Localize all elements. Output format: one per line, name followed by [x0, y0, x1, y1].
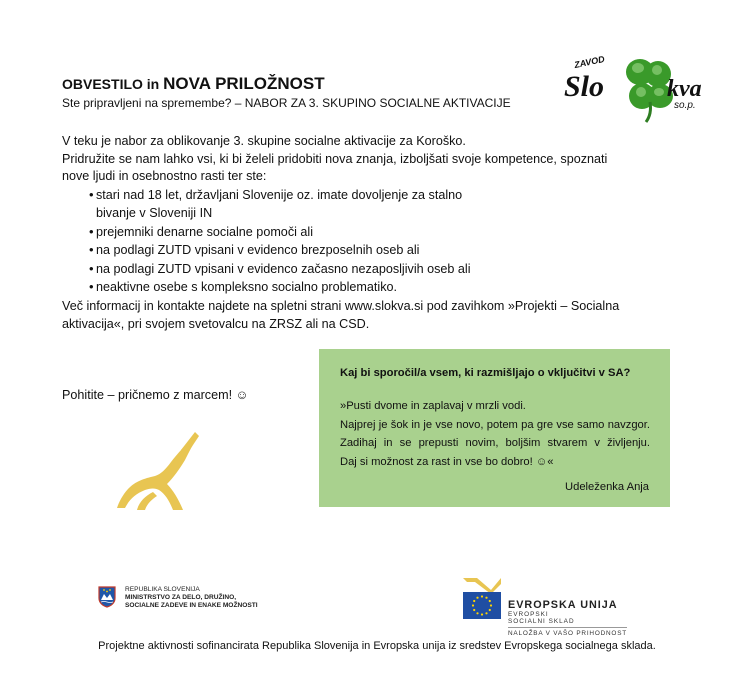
kangaroo-icon	[115, 432, 210, 514]
eu-star-icon	[472, 604, 474, 606]
eu-star-icon	[481, 613, 483, 615]
quote-question: Kaj bi sporočil/a vsem, ki razmišljajo o vključitvi v SA?	[340, 367, 631, 379]
eu-tagline: NALOŽBA V VAŠO PRIHODNOST	[508, 627, 627, 639]
eu-star-icon	[489, 600, 491, 602]
slokva-logo	[562, 52, 717, 124]
eu-star-icon	[490, 604, 492, 606]
eu-emblem	[461, 576, 503, 620]
eligibility-list	[62, 186, 502, 298]
ministry-text	[125, 586, 258, 611]
quote-author: Udeleženka Anja	[565, 481, 649, 493]
more-info-line-2: aktivacija«, pri svojem svetovalcu na ZRSZ ali na CSD.	[62, 317, 370, 331]
more-info-line-1: Več informacij in kontakte najdete na spletni strani www.slokva.si pod zavihkom »Projekti – Socialna	[62, 299, 620, 313]
body-line-3: nove ljudi in osebnostno rasti ter ste:	[62, 169, 267, 183]
logo-kva: kva	[667, 76, 702, 102]
eu-sub-2: SOCIALNI SKLAD	[508, 617, 575, 625]
body-line-1: V teku je nabor za oblikovanje 3. skupine socialne aktivacije za Koroško.	[62, 134, 466, 148]
eu-star-icon	[481, 595, 483, 597]
hurry-text: Pohitite – pričnemo z marcem! ☺	[62, 388, 249, 402]
more-info	[62, 297, 620, 333]
quote-line: Najprej je šok in je vse novo, potem pa gre vse samo navzgor.	[340, 418, 650, 431]
logo-zavod: ZAVOD	[573, 53, 606, 71]
quote-text	[340, 397, 650, 471]
page-subtitle: Ste pripravljeni na spremembe? – NABOR ZA 3. SKUPINO SOCIALNE AKTIVACIJE	[62, 96, 511, 110]
body-text	[62, 133, 608, 297]
eu-star-icon	[485, 597, 487, 599]
list-item: • prejemniki denarne socialne pomoči ali	[62, 223, 502, 242]
list-item: • na podlagi ZUTD vpisani v evidenco začasno nezaposljivih oseb ali	[62, 260, 502, 279]
eu-star-icon	[473, 600, 475, 602]
eu-star-icon	[476, 612, 478, 614]
eu-flag-icon	[461, 576, 503, 620]
logo-sop: so.p.	[674, 100, 696, 111]
eu-star-icon	[476, 597, 478, 599]
footer-text: Projektne aktivnosti sofinancirata Republika Slovenija in Evropska unija iz sredstev Evropskega socialnega sklada.	[98, 640, 656, 652]
quote-box	[319, 349, 670, 507]
body-line-2: Pridružite se nam lahko vsi, ki bi želeli pridobiti nova znanja, izboljšati svoje kompetence, spoznati	[62, 151, 608, 166]
title-prefix: OBVESTILO in	[62, 76, 164, 92]
gold-emblem	[115, 432, 210, 514]
eu-title: EVROPSKA UNIJA	[508, 599, 618, 611]
logo-slo: Slo	[564, 70, 605, 103]
ministry-line-3: SOCIALNE ZADEVE IN ENAKE MOŽNOSTI	[125, 602, 258, 610]
list-item: • stari nad 18 let, državljani Slovenije oz. imate dovoljenje za stalno bivanje v Sloveniji IN	[62, 186, 502, 223]
eu-sub-1: EVROPSKI	[508, 610, 549, 618]
ministry-coat-of-arms	[97, 586, 117, 608]
page-title	[62, 74, 325, 94]
quote-line: Zadihaj in se prepusti novim, boljšim stvarem v življenju.	[340, 437, 650, 450]
eu-text	[508, 601, 627, 639]
eu-star-icon	[489, 609, 491, 611]
list-item: • na podlagi ZUTD vpisani v evidenco brezposelnih oseb ali	[62, 241, 502, 260]
quote-line: »Pusti dvome in zaplavaj v mrzli vodi.	[340, 400, 526, 412]
slovenia-coat-of-arms-icon	[97, 586, 117, 608]
ministry-line-2: MINISTRSTVO ZA DELO, DRUŽINO,	[125, 594, 237, 602]
eu-star-icon	[473, 609, 475, 611]
list-item: • neaktivne osebe s kompleksno socialno problematiko.	[62, 278, 502, 297]
quote-line: Daj si možnost za rast in vse bo dobro! ☺«	[340, 455, 554, 468]
title-main: NOVA PRILOŽNOST	[163, 74, 325, 93]
ministry-line-1: REPUBLIKA SLOVENIJA	[125, 586, 200, 593]
eu-star-icon	[485, 612, 487, 614]
